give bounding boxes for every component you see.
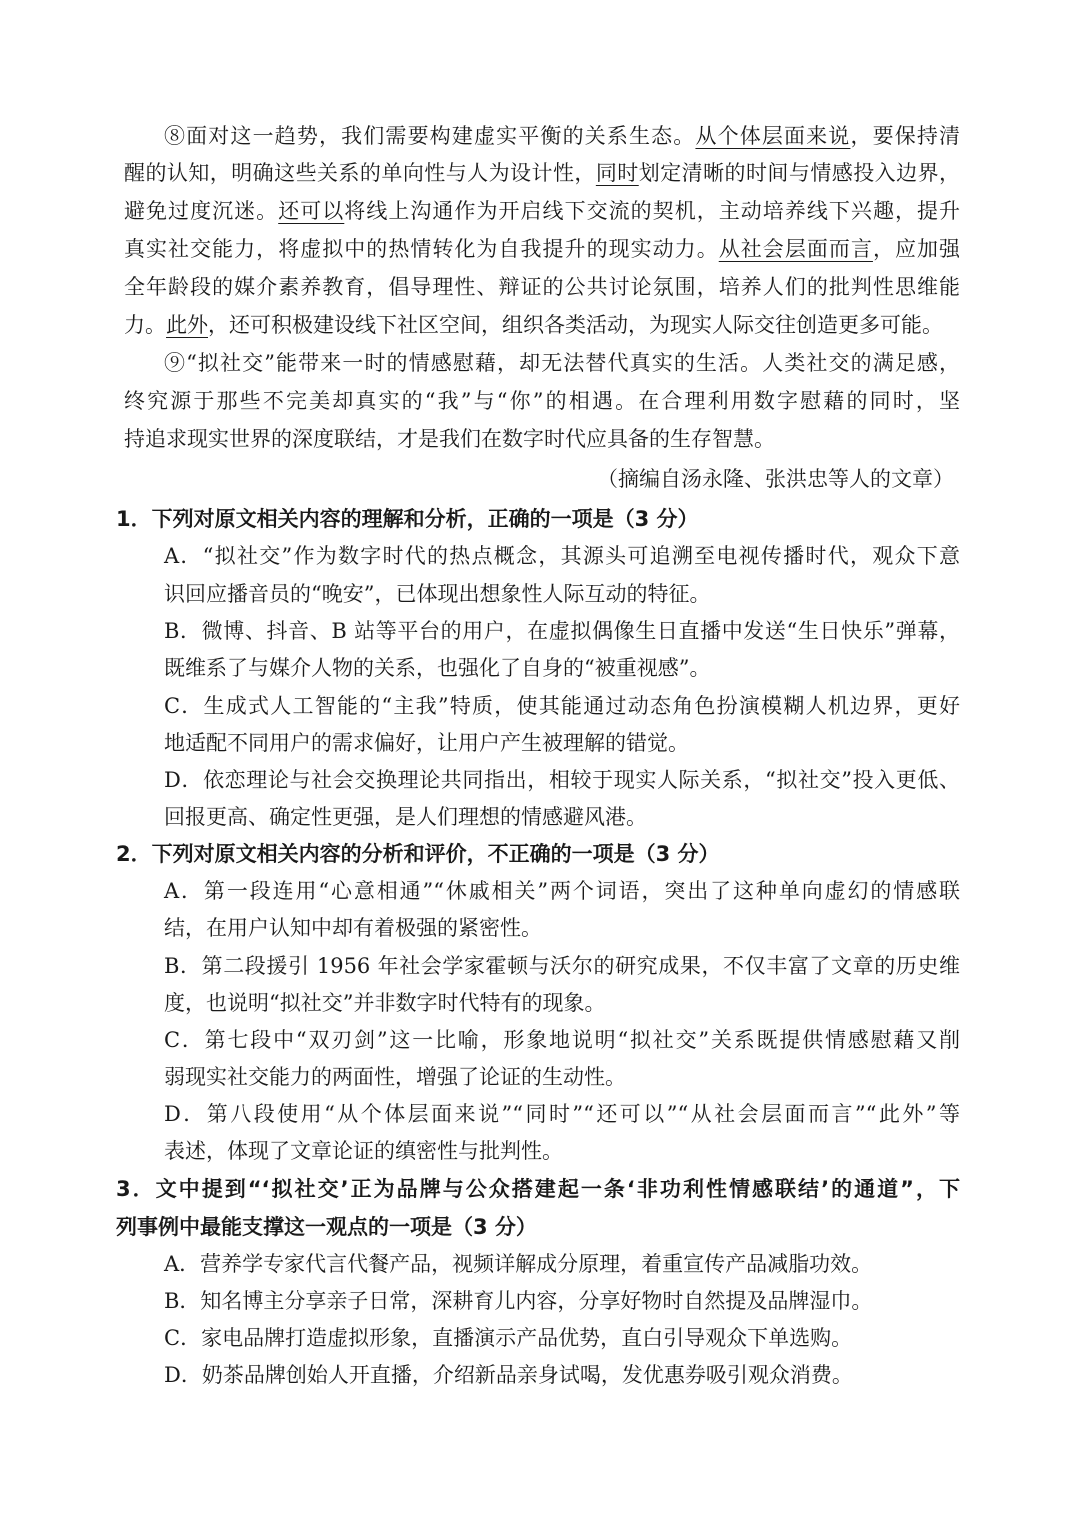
paragraph-8-line (124, 155, 960, 191)
question-1-option-C: 地适配不同用户的需求偏好，让用户产生被理解的错觉。 (164, 731, 689, 755)
source-citation: （摘编自汤永隆、张洪忠等人的文章） (597, 467, 954, 491)
question-3-option-A: A．营养学专家代言代餐产品，视频详解成分原理，着重宣传产品减脂功效。 (164, 1252, 873, 1276)
question-1-option-A: A．“拟社交”作为数字时代的热点概念，其源头可追溯至电视传播时代，观众下意 (164, 544, 960, 568)
text-segment: 划定清晰的时间与情感投入边界， (638, 161, 961, 185)
paragraph-9-line: ⑨“拟社交”能带来一时的情感慰藉，却无法替代真实的生活。人类社交的满足感， (164, 351, 960, 375)
question-2-option-D: 表述，体现了文章论证的缜密性与批判性。 (164, 1139, 563, 1163)
paragraph-8-line (124, 193, 960, 229)
text-segment: 避免过度沉迷。 (124, 199, 279, 223)
paragraph-8-line (124, 307, 943, 343)
underlined-phrase: 此外 (166, 313, 208, 337)
paragraph-8-line (124, 231, 960, 267)
paragraph-8-line (164, 118, 960, 154)
question-2-option-A: 结，在用户认知中却有着极强的紧密性。 (164, 916, 542, 940)
question-2-stem: 2．下列对原文相关内容的分析和评价，不正确的一项是（3 分） (116, 842, 720, 866)
question-3-stem: 3．文中提到“‘拟社交’正为品牌与公众搭建起一条‘非功利性情感联结’的通道”，下 (116, 1177, 960, 1201)
question-1-option-C: C．生成式人工智能的“主我”特质，使其能通过动态角色扮演模糊人机边界，更好 (164, 694, 960, 718)
paragraph-9-line: 终究源于那些不完美却真实的“我”与“你”的相遇。在合理利用数字慰藉的同时，坚 (124, 389, 960, 413)
question-2-option-C: C．第七段中“双刃剑”这一比喻，形象地说明“拟社交”关系既提供情感慰藉又削 (164, 1028, 960, 1052)
text-segment: ⑧面对这一趋势，我们需要构建虚实平衡的关系生态。 (164, 124, 696, 148)
question-1-option-D: 回报更高、确定性更强，是人们理想的情感避风港。 (164, 805, 647, 829)
question-1-option-B: B．微博、抖音、B 站等平台的用户，在虚拟偶像生日直播中发送“生日快乐”弹幕， (164, 619, 960, 643)
text-segment: ，要保持清 (850, 124, 961, 148)
underlined-phrase: 从个体层面来说 (695, 124, 851, 148)
text-segment: 醒的认知，明确这些关系的单向性与人为设计性， (124, 161, 596, 185)
question-3-option-B: B．知名博主分享亲子日常，深耕育儿内容，分享好物时自然提及品牌湿巾。 (164, 1289, 873, 1313)
underlined-phrase: 还可以 (278, 199, 345, 223)
underlined-phrase: 同时 (595, 161, 639, 185)
text-segment: 全年龄段的媒介素养教育，倡导理性、辩证的公共讨论氛围，培养人们的批判性思维能 (124, 275, 960, 299)
text-segment: 真实社交能力，将虚拟中的热情转化为自我提升的现实动力。 (124, 237, 719, 261)
question-2-option-B: 度，也说明“拟社交”并非数字时代特有的现象。 (164, 991, 606, 1015)
text-segment: 将线上沟通作为开启线下交流的契机，主动培养线下兴趣，提升 (344, 199, 961, 223)
question-1-option-A: 识回应播音员的“晚安”，已体现出想象性人际互动的特征。 (164, 582, 711, 606)
question-3-stem: 列事例中最能支撑这一观点的一项是（3 分） (116, 1215, 537, 1239)
question-2-option-B: B．第二段援引 1956 年社会学家霍顿与沃尔的研究成果，不仅丰富了文章的历史维 (164, 954, 960, 978)
question-2-option-A: A．第一段连用“心意相通”“休戚相关”两个词语，突出了这种单向虚幻的情感联 (164, 879, 960, 903)
text-segment: 力。 (124, 313, 166, 337)
question-3-option-C: C．家电品牌打造虚拟形象，直播演示产品优势，直白引导观众下单选购。 (164, 1326, 853, 1350)
text-segment: ，应加强 (872, 237, 961, 261)
text-segment: ，还可积极建设线下社区空间，组织各类活动，为现实人际交往创造更多可能。 (208, 313, 943, 337)
question-1-option-D: D．依恋理论与社会交换理论共同指出，相较于现实人际关系，“拟社交”投入更低、 (164, 768, 960, 792)
question-1-stem: 1．下列对原文相关内容的理解和分析，正确的一项是（3 分） (116, 507, 699, 531)
question-3-option-D: D．奶茶品牌创始人开直播，介绍新品亲身试喝，发优惠券吸引观众消费。 (164, 1363, 853, 1387)
underlined-phrase: 从社会层面而言 (718, 237, 873, 261)
paragraph-9-line: 持追求现实世界的深度联结，才是我们在数字时代应具备的生存智慧。 (124, 427, 775, 451)
paragraph-8-line (124, 269, 960, 305)
question-2-option-D: D．第八段使用“从个体层面来说”“同时”“还可以”“从社会层面而言”“此外”等 (164, 1102, 960, 1126)
question-1-option-B: 既维系了与媒介人物的关系，也强化了自身的“被重视感”。 (164, 656, 711, 680)
question-2-option-C: 弱现实社交能力的两面性，增强了论证的生动性。 (164, 1065, 626, 1089)
